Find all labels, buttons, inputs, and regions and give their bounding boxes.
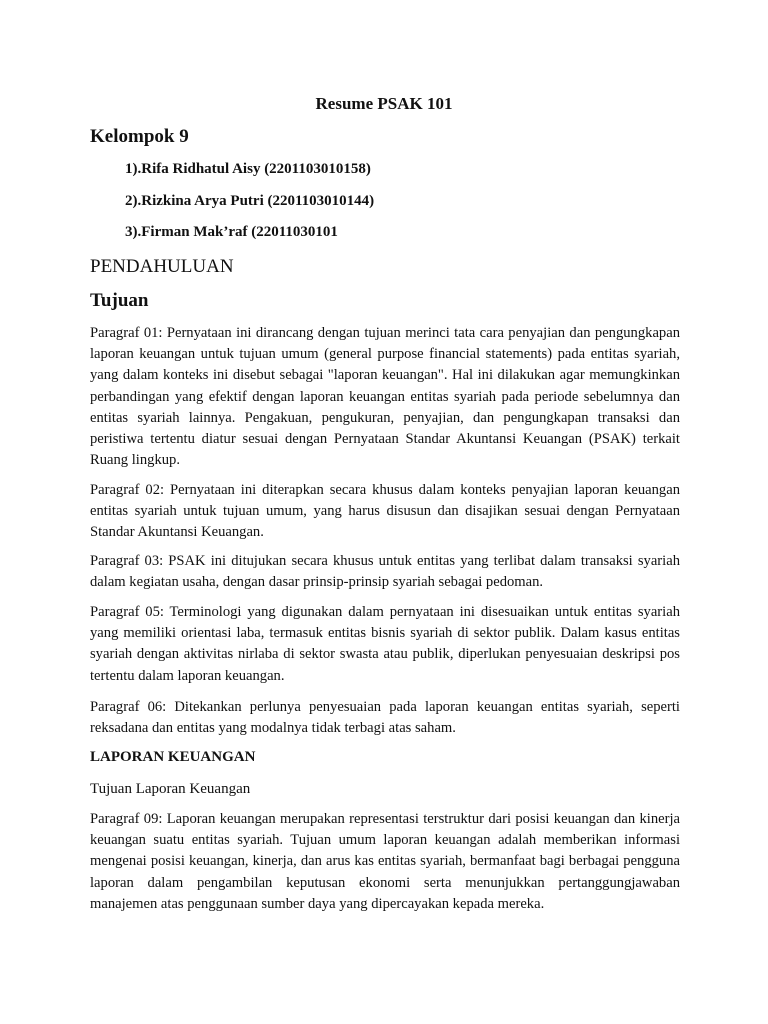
paragraph-01: Paragraf 01: Pernyataan ini dirancang dengan tujuan merinci tata cara penyajian dan pengungkapan laporan keuangan untuk tujuan umum (general purpose financial statements) pada entitas syariah, yang dalam konteks ini disebut sebagai "laporan keuangan". Hal ini dilakukan agar memungkinkan perbandingan yang efektif dengan laporan keuangan entitas syariah pada periode sebelumnya dan entitas syariah lainnya. Pengakuan, pengukuran, penyajian, dan pengungkapan transaksi dan peristiwa tertentu diatur sesuai dengan Pernyataan Standar Akuntansi Keuangan (PSAK) terkait Ruang lingkup.: [90, 325, 680, 469]
paragraph-06: Paragraf 06: Ditekankan perlunya penyesuaian pada laporan keuangan entitas syariah, seperti reksadana dan entitas yang modalnya tidak terbagi atas saham.: [90, 699, 680, 737]
document-title: Resume PSAK 101: [315, 94, 453, 113]
paragraph-05: Paragraf 05: Terminologi yang digunakan dalam pernyataan ini disesuaikan untuk entitas syariah yang memiliki orientasi laba, termasuk entitas bisnis syariah di sektor publik. Dalam kasus entitas syariah dengan aktivitas nirlaba di sektor swasta atau publik, diperlukan penyesuaian deskripsi pos tertentu dalam laporan keuangan.: [90, 604, 680, 684]
section-heading-laporan-keuangan: LAPORAN KEUANGAN: [90, 749, 256, 765]
paragraph-02: Paragraf 02: Pernyataan ini diterapkan secara khusus dalam konteks penyajian laporan keuangan entitas syariah untuk tujuan umum, yang harus disusun dan disajikan sesuai dengan Pernyataan Standar Akuntansi Keuangan.: [90, 482, 680, 541]
paragraph-09: Paragraf 09: Laporan keuangan merupakan representasi terstruktur dari posisi keuangan dan kinerja keuangan suatu entitas syariah. Tujuan umum laporan keuangan adalah memberikan informasi mengenai posisi keuangan, kinerja, dan arus kas entitas syariah, bermanfaat bagi berbagai pengguna laporan dalam pengambilan keputusan ekonomi serta menunjukkan pertanggungjawaban manajemen atas penggunaan sumber daya yang dipercayakan kepada mereka.: [90, 811, 680, 912]
paragraph-03: Paragraf 03: PSAK ini ditujukan secara khusus untuk entitas yang terlibat dalam transaksi syariah dalam kegiatan usaha, dengan dasar prinsip-prinsip syariah sebagai pedoman.: [90, 553, 680, 591]
subsection-heading-tujuan-laporan: Tujuan Laporan Keuangan: [90, 781, 251, 797]
group-heading: Kelompok 9: [90, 126, 189, 147]
member-2: 2).Rizkina Arya Putri (2201103010144): [125, 193, 375, 209]
member-3: 3).Firman Mak’raf (22011030101: [125, 224, 338, 240]
member-1: 1).Rifa Ridhatul Aisy (2201103010158): [125, 161, 371, 177]
subsection-heading-tujuan: Tujuan: [90, 290, 149, 311]
section-heading-pendahuluan: PENDAHULUAN: [90, 256, 234, 277]
